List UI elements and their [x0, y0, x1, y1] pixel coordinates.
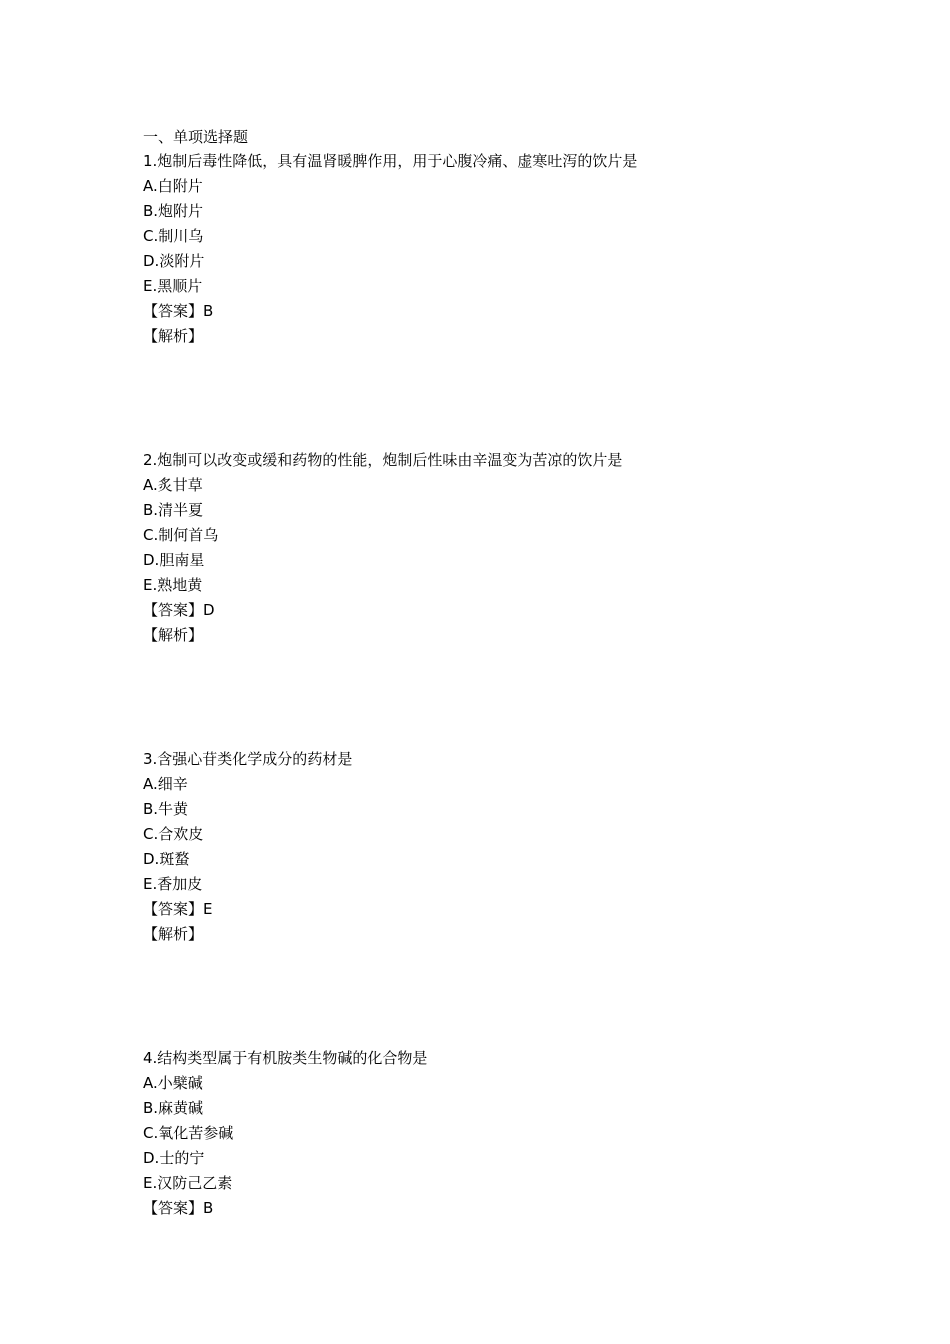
- question-3-answer: 【答案】E: [143, 900, 213, 918]
- question-2-stem: 2.炮制可以改变或缓和药物的性能，炮制后性味由辛温变为苦凉的饮片是: [143, 451, 623, 469]
- question-3-stem: 3.含强心苷类化学成分的药材是: [143, 750, 353, 768]
- question-1-answer: 【答案】B: [143, 302, 214, 320]
- question-1-option-a: A.白附片: [143, 177, 203, 195]
- question-2-option-d: D.胆南星: [143, 551, 205, 569]
- question-3-analysis: 【解析】: [143, 925, 204, 943]
- question-3-option-e: E.香加皮: [143, 875, 203, 893]
- question-1-option-b: B.炮附片: [143, 202, 204, 220]
- question-4-option-b: B.麻黄碱: [143, 1099, 204, 1117]
- question-4-stem: 4.结构类型属于有机胺类生物碱的化合物是: [143, 1049, 428, 1067]
- question-3-option-a: A.细辛: [143, 775, 188, 793]
- question-2-answer: 【答案】D: [143, 601, 215, 619]
- question-3-option-b: B.牛黄: [143, 800, 189, 818]
- question-1-option-c: C.制川乌: [143, 227, 204, 245]
- question-1-option-d: D.淡附片: [143, 252, 205, 270]
- question-4-option-c: C.氧化苦参碱: [143, 1124, 234, 1142]
- question-1-stem: 1.炮制后毒性降低，具有温肾暖脾作用，用于心腹冷痛、虚寒吐泻的饮片是: [143, 152, 638, 170]
- question-2-analysis: 【解析】: [143, 626, 204, 644]
- question-4-option-d: D.士的宁: [143, 1149, 205, 1167]
- question-2-option-b: B.清半夏: [143, 501, 204, 519]
- question-2-option-c: C.制何首乌: [143, 526, 219, 544]
- question-3-option-d: D.斑蝥: [143, 850, 190, 868]
- question-1-option-e: E.黑顺片: [143, 277, 203, 295]
- question-2-option-a: A.炙甘草: [143, 476, 203, 494]
- question-4-option-a: A.小檗碱: [143, 1074, 203, 1092]
- question-4-answer: 【答案】B: [143, 1199, 214, 1217]
- section-title: 一、单项选择题: [143, 128, 249, 146]
- question-4-option-e: E.汉防己乙素: [143, 1174, 233, 1192]
- question-3-option-c: C.合欢皮: [143, 825, 204, 843]
- question-1-analysis: 【解析】: [143, 327, 204, 345]
- question-2-option-e: E.熟地黄: [143, 576, 203, 594]
